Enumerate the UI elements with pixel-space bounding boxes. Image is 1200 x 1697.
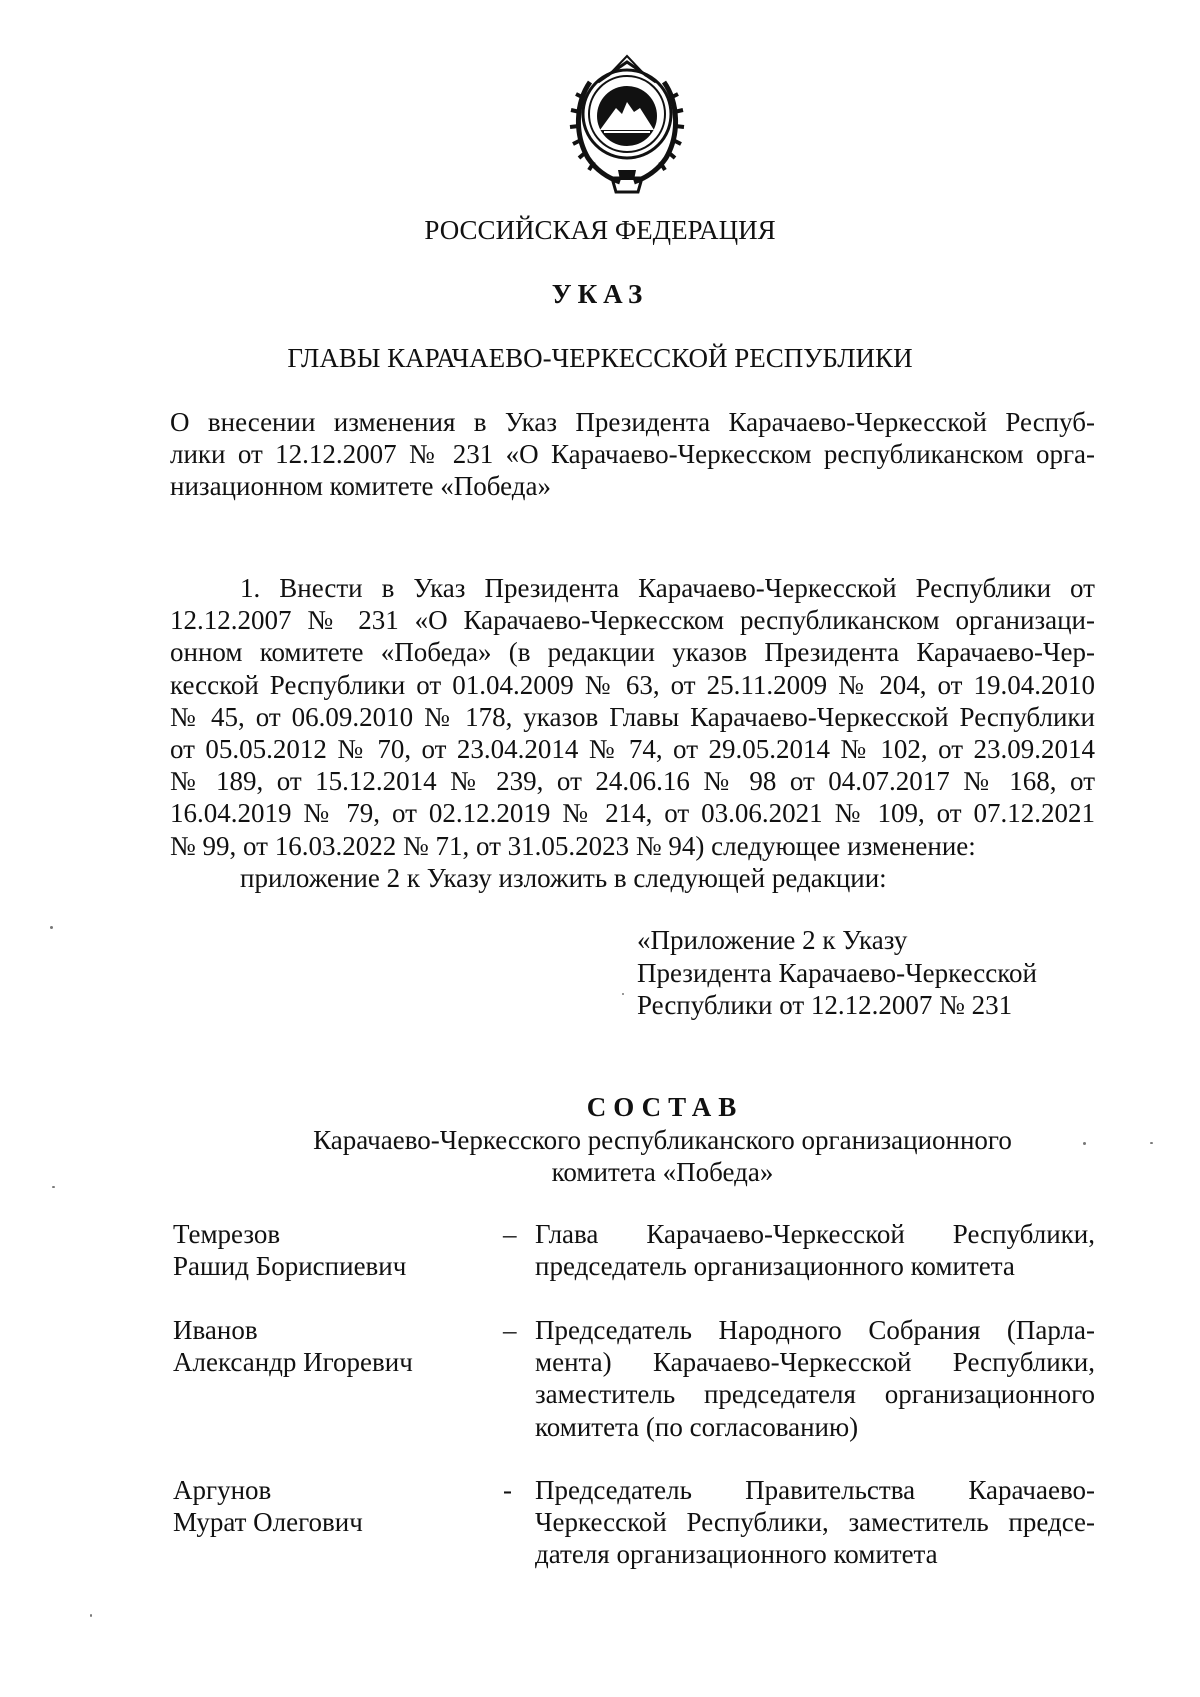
- decree-title: УКАЗ: [551, 279, 649, 309]
- composition-subtitle: [290, 1124, 1035, 1188]
- role-line: председатель организационного комитета: [535, 1251, 1015, 1282]
- scan-speck: [1083, 1142, 1086, 1145]
- member-name: [173, 1314, 413, 1378]
- role-line: Черкесской Республики, заместитель предсе-: [535, 1507, 1095, 1538]
- body-line: от 05.05.2012 № 70, от 23.04.2014 № 74, от 29.05.2014 № 102, от 23.09.2014: [170, 734, 1095, 765]
- subject-line: низационном комитете «Победа»: [170, 471, 551, 502]
- role-line: заместитель председателя организационного: [535, 1379, 1095, 1410]
- role-line: дателя организационного комитета: [535, 1539, 938, 1570]
- member-role: [535, 1218, 1095, 1282]
- body-line: № 189, от 15.12.2014 № 239, от 24.06.16 № 98 от 04.07.2017 № 168, от: [170, 766, 1095, 797]
- body-line: кесской Республики от 01.04.2009 № 63, от 25.11.2009 № 204, от 19.04.2010: [170, 669, 1095, 700]
- member-dash: -: [503, 1475, 512, 1505]
- composition-subtitle-line: Карачаево-Черкесского республиканского организационного: [313, 1125, 1012, 1155]
- member-dash: –: [503, 1219, 517, 1249]
- role-line: комитета (по согласованию): [535, 1411, 859, 1442]
- decree-body: [170, 572, 1095, 894]
- body-line: № 45, от 06.09.2010 № 178, указов Главы Карачаево-Черкесской Республики: [170, 701, 1095, 732]
- appendix-line: «Приложение 2 к Указу: [637, 925, 908, 955]
- role-line: Глава Карачаево-Черкесской Республики,: [535, 1219, 1095, 1249]
- scan-speck: [52, 1186, 55, 1188]
- subject-line: О внесении изменения в Указ Президента Карачаево-Черкесской Респуб-: [170, 407, 1095, 437]
- appendix-line: Президента Карачаево-Черкесской: [637, 957, 1037, 988]
- member-surname: Иванов: [173, 1315, 258, 1345]
- body-line: 1. Внести в Указ Президента Карачаево-Черкесской Республики от: [240, 573, 1095, 603]
- member-given-name: Рашид Бориспиевич: [173, 1251, 407, 1282]
- issuer-heading: ГЛАВЫ КАРАЧАЕВО-ЧЕРКЕССКОЙ РЕСПУБЛИКИ: [287, 343, 913, 373]
- body-line: 12.12.2007 № 231 «О Карачаево-Черкесском республиканском организаци-: [170, 605, 1095, 636]
- member-role: [535, 1474, 1095, 1571]
- member-given-name: Мурат Олегович: [173, 1507, 363, 1538]
- coat-of-arms-emblem-icon: [558, 52, 696, 198]
- country-heading: РОССИЙСКАЯ ФЕДЕРАЦИЯ: [424, 215, 776, 245]
- body-line: онном комитете «Победа» (в редакции указов Президента Карачаево-Чер-: [170, 637, 1095, 668]
- scan-speck: [1150, 1142, 1153, 1144]
- scan-speck: [50, 926, 53, 929]
- member-surname: Аргунов: [173, 1475, 272, 1505]
- role-line: Председатель Народного Собрания (Парла-: [535, 1315, 1095, 1345]
- body-line: № 99, от 16.03.2022 № 71, от 31.05.2023 № 94) следующее изменение:: [170, 830, 976, 861]
- member-name: [173, 1218, 406, 1282]
- member-surname: Темрезов: [173, 1219, 281, 1249]
- member-dash: –: [503, 1315, 517, 1345]
- member-name: [173, 1474, 363, 1538]
- role-line: мента) Карачаево-Черкесской Республики,: [535, 1347, 1095, 1378]
- body-line: 16.04.2019 № 79, от 02.12.2019 № 214, от 03.06.2021 № 109, от 07.12.2021: [170, 798, 1095, 829]
- composition-subtitle-line: комитета «Победа»: [551, 1157, 774, 1188]
- scan-speck: [622, 993, 624, 995]
- appendix-line: Республики от 12.12.2007 № 231: [637, 990, 1013, 1020]
- role-line: Председатель Правительства Карачаево-: [535, 1475, 1095, 1505]
- member-role: [535, 1314, 1095, 1443]
- appendix-reference: [637, 924, 1037, 1022]
- composition-title: СОСТАВ: [586, 1092, 744, 1122]
- scan-speck: [90, 1614, 92, 1617]
- subject-line: лики от 12.12.2007 № 231 «О Карачаево-Черкесском республиканском орга-: [170, 439, 1095, 470]
- body-line: приложение 2 к Указу изложить в следующей редакции:: [240, 862, 887, 893]
- member-given-name: Александр Игоревич: [173, 1347, 413, 1378]
- decree-subject: [170, 406, 1095, 503]
